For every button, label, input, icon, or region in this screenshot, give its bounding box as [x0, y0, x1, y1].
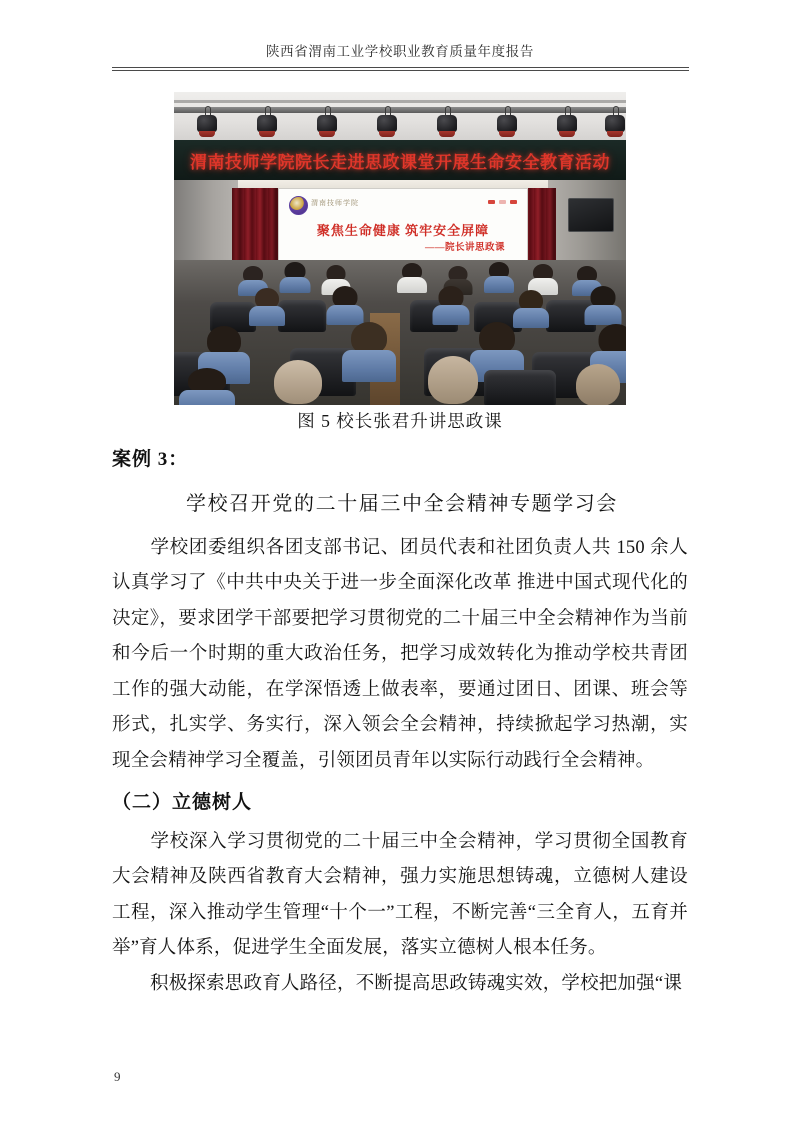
audience-person: [516, 290, 546, 324]
page-number: 9: [114, 1069, 121, 1084]
led-banner: [174, 140, 626, 180]
audience-area: [174, 260, 626, 405]
stage-light-icon: [196, 112, 218, 138]
audience-person: [572, 364, 624, 405]
auditorium-seat: [484, 370, 556, 405]
audience-person: [400, 263, 424, 290]
stage-light-icon: [496, 112, 518, 138]
slide-subtitle: ——院长讲思政课: [424, 243, 505, 253]
paragraph-text: 学校深入学习贯彻党的二十届三中全会精神，学习贯彻全国教育大会精神及陕西省教育大会精神，强力实施思想铸魂，立德树人建设工程，深入推动学生管理“十个一”工程，不断完善“三全育人，五育并举”育人体系，促进学生全面发展，落实立德树人根本任务。: [112, 831, 688, 959]
audience-person: [252, 288, 282, 322]
paragraph-moral-education-1: [112, 825, 688, 967]
audience-person: [486, 262, 511, 290]
paragraph-case-3: [112, 531, 688, 780]
stage-light-icon: [556, 112, 578, 138]
audience-person: [270, 360, 326, 405]
header-divider-rule: [112, 67, 689, 71]
case-title: 学校召开党的二十届三中全会精神专题学习会: [186, 492, 618, 515]
header-rule-upper: [112, 67, 689, 68]
slide-logo-text: 渭南技师学院: [311, 199, 359, 207]
figure-5-block: [174, 92, 626, 405]
slide-decor-dots: [488, 200, 517, 204]
running-header: [112, 44, 688, 60]
audience-person: [184, 368, 230, 405]
audience-person: [588, 286, 618, 322]
paragraph-text: 积极探索思政育人路径，不断提高思政铸魂实效，学校把加强“课: [150, 973, 683, 994]
figure-caption: 图 5 校长张君升讲思政课: [297, 411, 503, 431]
figure-photo: [174, 92, 626, 405]
stage-light-icon: [436, 112, 458, 138]
stage-light-icon: [256, 112, 278, 138]
header-rule-lower: [112, 70, 689, 71]
auditorium-seat: [278, 300, 326, 332]
stage-light-icon: [604, 112, 626, 138]
audience-person: [282, 262, 308, 290]
document-body: [112, 448, 688, 1002]
audience-person: [346, 322, 392, 380]
audience-person: [424, 356, 482, 405]
led-banner-text: 渭南技师学院院长走进思政课堂开展生命安全教育活动: [190, 152, 610, 172]
paragraph-text: 学校团委组织各团支部书记、团员代表和社团负责人共 150 余人认真学习了《中共中央关于进一步全面深化改革 推进中国式现代化的决定》，要求团学干部要把学习贯彻党的二十届三中全会精神作为当前和今后一个时期的重大政治任务，把学习成效转化为推动学校共青团工作的强大动能，在学深悟透上做表率，要通过团日、团课、班会等形式，扎实学、务实行，深入领会全会精神，持续掀起学习热潮，实现全会精神学习全覆盖，引领团员青年以实际行动践行全会精神。: [112, 537, 688, 771]
audience-person: [530, 264, 555, 291]
stage-light-icon: [376, 112, 398, 138]
paragraph-moral-education-2: [112, 967, 688, 1003]
slide-title: 聚焦生命健康 筑牢安全屏障: [316, 223, 490, 238]
wall-monitor-icon: [568, 198, 614, 232]
running-header-title: 陕西省渭南工业学校职业教育质量年度报告: [266, 44, 534, 59]
section-heading-moral-education: （二）立德树人: [112, 792, 253, 814]
auditorium-ceiling: [174, 92, 626, 144]
stage-light-icon: [316, 112, 338, 138]
ceiling-cable: [174, 100, 626, 103]
audience-person: [330, 286, 360, 322]
school-logo-icon: [289, 196, 308, 215]
case-heading: 案例 3：: [112, 449, 189, 470]
audience-person: [436, 286, 466, 322]
